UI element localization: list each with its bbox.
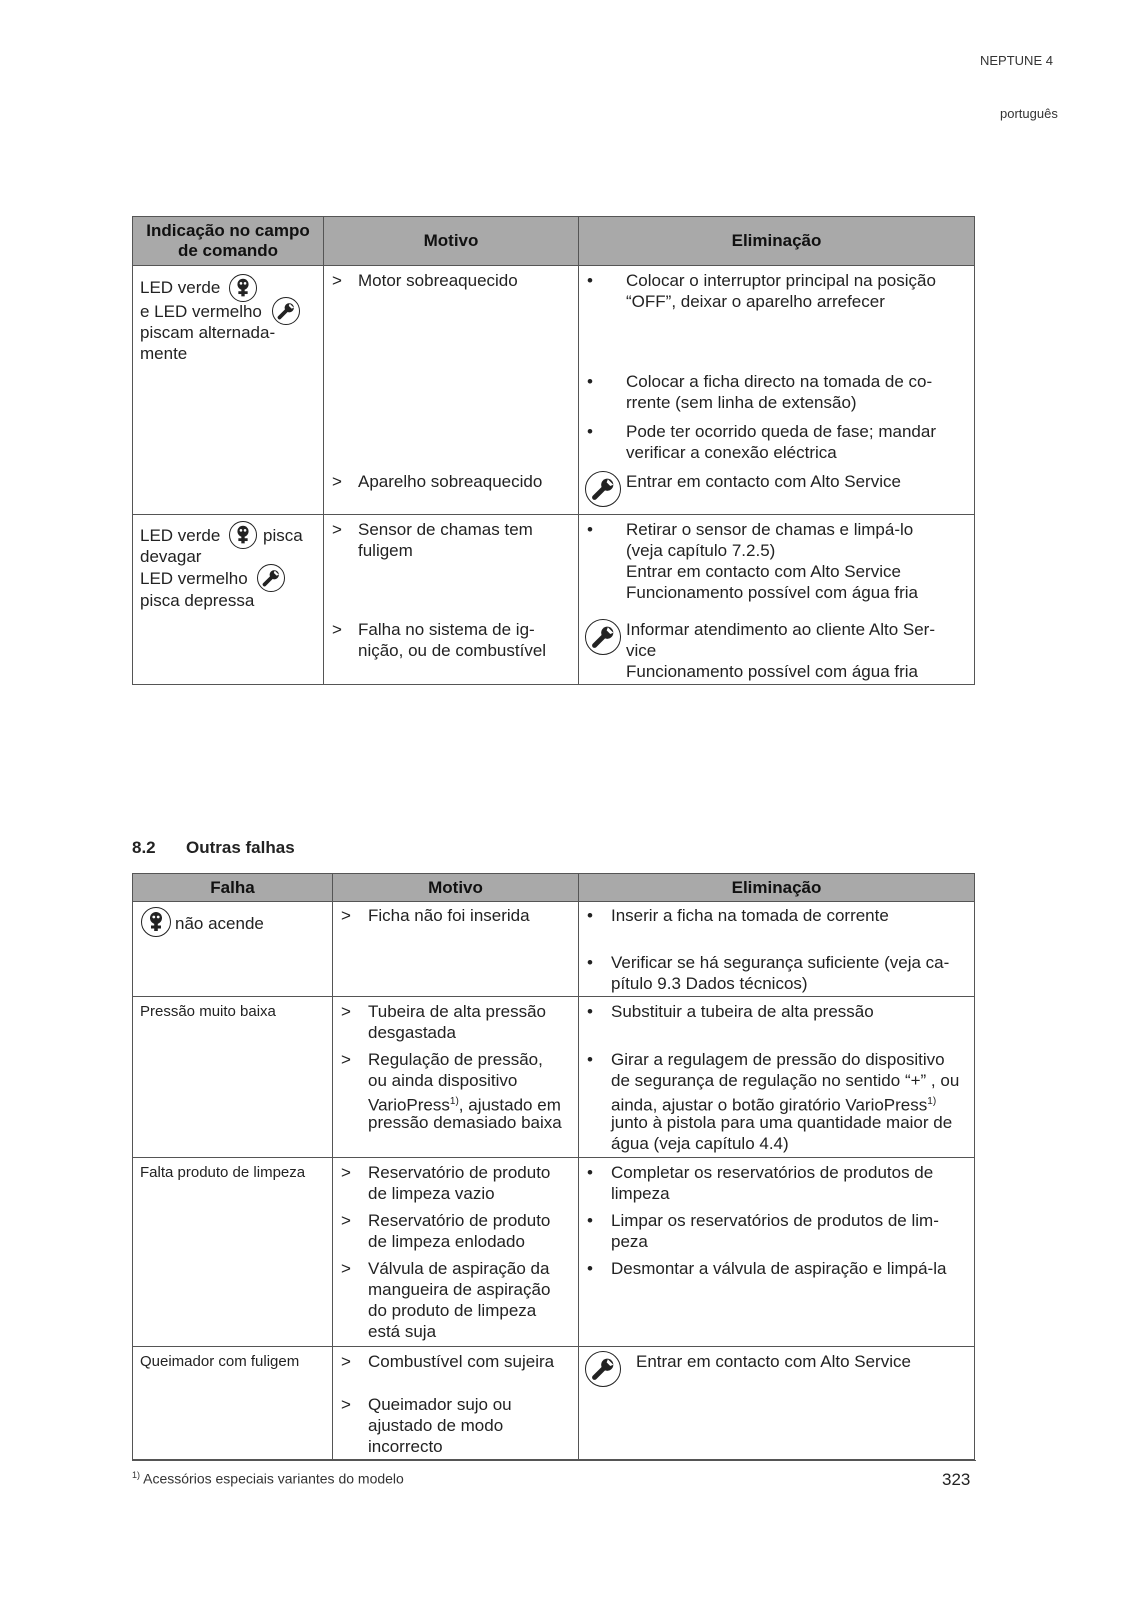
table-row <box>133 997 975 1158</box>
wrench-service-icon <box>585 1351 621 1387</box>
footnote-mark: 1) <box>132 1470 141 1480</box>
reason-text: Motor sobreaquecido <box>358 271 518 290</box>
column-header-indicator <box>133 217 324 266</box>
fix-text: limpeza <box>611 1184 670 1203</box>
arrow-marker: > <box>341 906 351 925</box>
fix-text: Funcionamento possível com água fria <box>626 583 918 602</box>
fix-text: Completar os reservatórios de produtos de <box>611 1163 934 1182</box>
bullet-marker: • <box>587 1163 593 1182</box>
table-row <box>133 902 975 997</box>
reason-text: pressão demasiado baixa <box>368 1113 562 1132</box>
column-header-fix: Eliminação <box>579 217 975 266</box>
fix-text: Retirar o sensor de chamas e limpá-lo <box>626 520 914 539</box>
fix-text: junto à pistola para uma quantidade maior de <box>611 1113 953 1132</box>
table-row <box>133 266 975 515</box>
header-line: Indicação no campo <box>146 221 310 240</box>
fix-text: Pode ter ocorrido queda de fase; mandar <box>626 422 936 441</box>
fault-text: Pressão muito baixa <box>140 1003 276 1020</box>
reason-text: Combustível com sujeira <box>368 1352 555 1371</box>
bullet-marker: • <box>587 1211 593 1230</box>
indicator-text: LED vermelho <box>140 569 248 588</box>
fix-text: de segurança de regulação no sentido “+” , ou <box>611 1071 960 1090</box>
fix-text: (veja capítulo 7.2.5) <box>626 541 776 560</box>
reason-text: mangueira de aspiração <box>368 1280 551 1299</box>
arrow-marker: > <box>341 1259 351 1278</box>
header-line: de comando <box>177 241 279 260</box>
fix-text: Colocar o interruptor principal na posição <box>626 271 936 290</box>
footnote-text: Acessórios especiais variantes do modelo <box>143 1470 404 1487</box>
arrow-marker: > <box>332 472 342 491</box>
fix-text: peza <box>611 1232 648 1251</box>
bullet-marker: • <box>587 953 593 972</box>
column-header-reason: Motivo <box>333 874 579 902</box>
arrow-marker: > <box>332 520 342 539</box>
section-number: 8.2 <box>132 838 156 857</box>
indicator-text: LED verde <box>140 526 221 545</box>
language-label: português <box>1000 106 1058 121</box>
fix-text: “OFF”, deixar o aparelho arrefecer <box>626 292 885 311</box>
arrow-marker: > <box>341 1050 351 1069</box>
fix-text: Inserir a ficha na tomada de corrente <box>611 906 889 925</box>
wrench-service-icon <box>585 619 621 655</box>
other-faults-table <box>132 873 975 1460</box>
reason-text: está suja <box>368 1322 437 1341</box>
arrow-marker: > <box>341 1211 351 1230</box>
bullet-marker: • <box>587 1259 593 1278</box>
bullet-marker: • <box>587 422 593 441</box>
indicator-text: pisca <box>263 526 303 545</box>
reason-text: Válvula de aspiração da <box>368 1259 550 1278</box>
wrench-service-icon <box>257 564 285 592</box>
bullet-marker: • <box>587 271 593 290</box>
indicator-text: piscam alternada- <box>140 323 276 342</box>
page-number: 323 <box>942 1470 971 1489</box>
reason-text: fuligem <box>358 541 413 560</box>
arrow-marker: > <box>332 620 342 639</box>
reason-text: de limpeza enlodado <box>368 1232 525 1251</box>
bullet-marker: • <box>587 520 593 539</box>
arrow-marker: > <box>332 271 342 290</box>
power-plug-icon <box>141 907 171 937</box>
led-fault-table <box>132 216 975 685</box>
bullet-marker: • <box>587 1050 593 1069</box>
fix-text: Entrar em contacto com Alto Service <box>626 472 901 491</box>
wrench-service-icon <box>272 297 300 325</box>
fix-text: Informar atendimento ao cliente Alto Ser- <box>626 620 935 639</box>
bullet-marker: • <box>587 1002 593 1021</box>
reason-text: ajustado de modo <box>368 1416 504 1435</box>
indicator-text: mente <box>140 344 188 363</box>
fix-text: Entrar em contacto com Alto Service <box>636 1352 911 1371</box>
bullet-marker: • <box>587 906 593 925</box>
arrow-marker: > <box>341 1163 351 1182</box>
table-row <box>133 515 975 685</box>
fault-text: Falta produto de limpeza <box>140 1164 306 1181</box>
reason-text: Aparelho sobreaquecido <box>358 472 543 491</box>
reason-text-part: , ajustado em <box>458 1095 561 1115</box>
indicator-text: LED verde <box>140 278 221 297</box>
indicator-text: e LED vermelho <box>140 302 262 321</box>
table-row <box>133 1347 975 1460</box>
reason-text: incorrecto <box>368 1437 443 1456</box>
reason-text: Queimador sujo ou <box>368 1395 512 1414</box>
column-header-fix: Eliminação <box>579 874 975 902</box>
bullet-marker: • <box>587 372 593 391</box>
fault-text: não acende <box>175 914 264 933</box>
wrench-service-icon <box>585 471 621 507</box>
fix-text: água (veja capítulo 4.4) <box>611 1134 789 1153</box>
fix-text: Girar a regulagem de pressão do dispositivo <box>611 1050 945 1069</box>
reason-text: desgastada <box>368 1023 456 1042</box>
indicator-text: pisca depressa <box>140 591 255 610</box>
column-header-reason: Motivo <box>324 217 579 266</box>
section-title: Outras falhas <box>186 838 295 857</box>
reason-text: do produto de limpeza <box>368 1301 537 1320</box>
power-plug-icon <box>229 521 257 549</box>
reason-text: de limpeza vazio <box>368 1184 495 1203</box>
reason-text: Sensor de chamas tem <box>358 520 533 539</box>
reason-text-part: VarioPress <box>368 1095 450 1115</box>
fix-text: Limpar os reservatórios de produtos de lim- <box>611 1211 939 1230</box>
fix-text: Funcionamento possível com água fria <box>626 662 918 681</box>
reason-text: Reservatório de produto <box>368 1163 551 1182</box>
fix-text: Verificar se há segurança suficiente (veja ca- <box>611 953 950 972</box>
fix-text: Desmontar a válvula de aspiração e limpá-la <box>611 1259 947 1278</box>
arrow-marker: > <box>341 1395 351 1414</box>
fix-text: rrente (sem linha de extensão) <box>626 393 857 412</box>
fix-text: Substituir a tubeira de alta pressão <box>611 1002 874 1021</box>
table-row <box>133 1158 975 1347</box>
reason-text: nição, ou de combustível <box>358 641 547 660</box>
reason-text: ou ainda dispositivo <box>368 1071 518 1090</box>
reason-text: Falha no sistema de ig- <box>358 620 535 639</box>
product-name: NEPTUNE 4 <box>980 53 1053 68</box>
column-header-fault: Falha <box>133 874 333 902</box>
reason-text: Tubeira de alta pressão <box>368 1002 546 1021</box>
fix-text: pítulo 9.3 Dados técnicos) <box>611 974 808 993</box>
footer-rule <box>132 1460 976 1461</box>
fix-text: Colocar a ficha directo na tomada de co- <box>626 372 933 391</box>
footnote-ref: 1) <box>927 1096 937 1107</box>
fix-text-part: ainda, ajustar o botão giratório VarioPress <box>611 1095 928 1115</box>
fault-text: Queimador com fuligem <box>140 1353 300 1370</box>
indicator-text: devagar <box>140 547 202 566</box>
reason-text: Ficha não foi inserida <box>368 906 530 925</box>
footnote-ref: 1) <box>449 1096 459 1107</box>
arrow-marker: > <box>341 1352 351 1371</box>
fix-text: vice <box>626 641 657 660</box>
fix-text: verificar a conexão eléctrica <box>626 443 837 462</box>
fix-text: Entrar em contacto com Alto Service <box>626 562 901 581</box>
power-plug-icon <box>229 274 257 302</box>
arrow-marker: > <box>341 1002 351 1021</box>
footnote <box>132 1470 404 1487</box>
reason-text: Reservatório de produto <box>368 1211 551 1230</box>
reason-text: Regulação de pressão, <box>368 1050 543 1069</box>
